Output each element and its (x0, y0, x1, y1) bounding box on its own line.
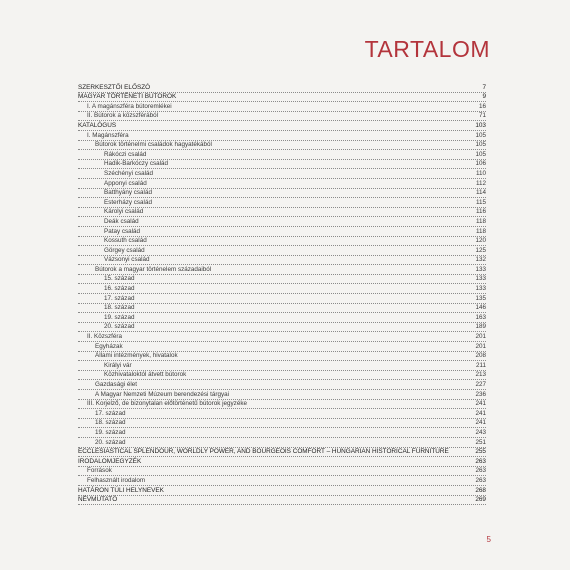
toc-entry (78, 112, 486, 122)
toc-entry-label: Királyi vár (104, 361, 132, 369)
toc-entry-page: 208 (475, 352, 486, 360)
toc-entry-page: 116 (475, 208, 486, 216)
toc-entry-page: 201 (475, 333, 486, 341)
toc-entry-page: 105 (475, 150, 486, 158)
toc-entry-page: 106 (475, 160, 486, 168)
toc-entry-page: 251 (475, 438, 486, 446)
toc-entry-page: 213 (475, 371, 486, 379)
toc-entry-label: II. Bútorok a közszférából (87, 112, 159, 120)
toc-entry-label: 17. század (104, 294, 135, 302)
toc-entry (78, 83, 486, 93)
toc-entry-page: 263 (475, 457, 486, 465)
toc-entry-page: 269 (475, 496, 486, 504)
toc-entry-label: 20. század (104, 323, 135, 331)
toc-entry-label: 19. század (95, 428, 126, 436)
toc-entry-label: SZERKESZTŐI ELŐSZÓ (78, 83, 151, 91)
toc-entry-label: Görgey család (104, 246, 145, 254)
toc-entry-label: 19. század (104, 313, 135, 321)
toc-entry (78, 121, 486, 131)
toc-entry-label: III. Korjelző, de bizonytalan előtörténetű bútorok jegyzéke (87, 400, 247, 408)
toc-entry-page: 133 (475, 285, 486, 293)
toc-entry-label: IRODALOMJEGYZÉK (78, 457, 142, 465)
toc-entry-page: 227 (475, 381, 486, 388)
toc-entry-label: II. Közszféra (87, 333, 122, 341)
toc-entry-label: NÉVMUTATÓ (78, 496, 118, 504)
toc-entry-label: 17. század (95, 409, 126, 417)
toc-entry (78, 256, 486, 266)
toc-entry-page: 146 (475, 304, 486, 312)
toc-entry-page: 132 (475, 256, 486, 264)
toc-entry (78, 131, 486, 141)
toc-entry-page: 241 (475, 419, 486, 427)
toc-entry-page: 263 (475, 467, 486, 475)
toc-entry (78, 227, 486, 237)
toc-entry-label: Kossuth család (104, 237, 147, 245)
toc-entry (78, 352, 486, 362)
toc-entry-label: ECCLESIASTICAL SPLENDOUR, WORLDLY POWER, AND BOURGEOIS COMFORT – HUNGARIAN HISTORICAL FURNITURE (78, 448, 449, 456)
toc-entry (78, 169, 486, 179)
toc-entry-label: MAGYAR TÖRTÉNETI BÚTOROK (78, 93, 177, 101)
page-number: 5 (486, 535, 491, 544)
toc-entry-page: 255 (475, 448, 486, 456)
toc-entry (78, 409, 486, 419)
toc-entry (78, 361, 486, 371)
toc-entry-label: 20. század (95, 438, 126, 446)
toc-entry-label: Közhivataloktól átvett bútorok (104, 371, 187, 379)
toc-entry-page: 241 (475, 400, 486, 408)
toc-entry-label: Hadik-Barkóczy család (104, 160, 169, 168)
toc-entry-label: 18. század (95, 419, 126, 427)
toc-entry (78, 217, 486, 227)
toc-entry-page: 71 (478, 112, 486, 120)
table-of-contents (78, 83, 486, 505)
toc-entry-page: 211 (475, 361, 486, 369)
toc-entry-label: Állami intézmények, hivatalok (95, 352, 178, 360)
toc-entry-label: 18. század (104, 304, 135, 312)
toc-entry-label: Bútorok történelmi családok hagyatékából (95, 141, 212, 149)
toc-entry-label: Széchényi család (104, 169, 154, 177)
toc-entry-label: Egyházak (95, 342, 123, 350)
toc-entry-page: 133 (475, 275, 486, 283)
toc-entry (78, 323, 486, 333)
toc-entry (78, 294, 486, 304)
toc-entry-page: 118 (475, 227, 486, 235)
toc-entry (78, 419, 486, 429)
toc-entry-label: Bútorok a magyar történelem századaiból (95, 265, 212, 273)
toc-entry (78, 304, 486, 314)
toc-entry-label: 15. század (104, 275, 135, 283)
toc-entry-page: 263 (475, 476, 486, 484)
toc-entry-page: 243 (475, 428, 486, 436)
toc-entry (78, 448, 486, 458)
toc-entry-page: 120 (475, 237, 486, 245)
toc-entry-page: 241 (475, 409, 486, 417)
toc-entry-page: 135 (475, 294, 486, 302)
toc-entry (78, 284, 486, 294)
page-title: TARTALOM (364, 36, 490, 62)
toc-entry-page: 268 (475, 486, 486, 494)
toc-entry-page: 189 (475, 323, 486, 331)
toc-entry (78, 198, 486, 208)
toc-entry (78, 342, 486, 352)
toc-entry (78, 102, 486, 112)
toc-entry-label: HATÁRON TÚLI HELYNEVEK (78, 486, 164, 494)
toc-entry-page: 133 (475, 265, 486, 273)
toc-entry-page: 105 (475, 141, 486, 149)
toc-entry-label: Rákóczi család (104, 150, 147, 158)
toc-entry-page: 118 (475, 217, 486, 225)
toc-entry (78, 160, 486, 170)
toc-entry (78, 428, 486, 438)
toc-entry (78, 189, 486, 199)
toc-entry-page: 115 (475, 198, 486, 206)
toc-entry-page: 7 (482, 83, 486, 91)
toc-entry (78, 438, 486, 448)
toc-entry-label: Batthyány család (104, 189, 152, 197)
toc-entry-page: 112 (475, 179, 486, 187)
toc-entry (78, 265, 486, 275)
toc-entry (78, 141, 486, 151)
toc-entry-page: 125 (475, 246, 486, 254)
toc-entry-label: Felhasznált irodalom (87, 476, 146, 484)
toc-entry (78, 380, 486, 390)
toc-entry-page: 163 (475, 313, 486, 321)
toc-entry (78, 390, 486, 400)
toc-entry-label: A Magyar Nemzeti Múzeum berendezési tárgyai (95, 390, 230, 398)
toc-entry-label: KATALÓGUS (78, 121, 117, 129)
toc-entry-label: Patay család (104, 227, 141, 235)
toc-entry (78, 150, 486, 160)
toc-entry (78, 467, 486, 477)
toc-entry (78, 93, 486, 103)
toc-entry-page: 201 (475, 342, 486, 350)
toc-entry-page: 16 (478, 102, 486, 110)
toc-entry-label: Vázsonyi család (104, 256, 150, 264)
toc-entry (78, 371, 486, 381)
toc-entry (78, 476, 486, 486)
toc-entry-page: 103 (475, 121, 486, 129)
toc-entry (78, 496, 486, 506)
toc-entry-label: 16. század (104, 285, 135, 293)
toc-entry-label: I. A magánszféra bútoremlékei (87, 102, 172, 110)
toc-entry-page: 236 (475, 390, 486, 398)
toc-entry-label: I. Magánszféra (87, 131, 129, 139)
toc-entry-page: 114 (475, 189, 486, 197)
toc-entry-label: Gazdasági élet (95, 381, 138, 388)
toc-entry (78, 208, 486, 218)
toc-entry (78, 486, 486, 496)
toc-entry-label: Károlyi család (104, 208, 144, 216)
toc-entry (78, 313, 486, 323)
toc-entry (78, 246, 486, 256)
toc-entry-label: Esterházy család (104, 198, 152, 206)
toc-entry (78, 457, 486, 467)
toc-entry (78, 332, 486, 342)
toc-entry-label: Deák család (104, 217, 139, 225)
toc-entry-label: Apponyi család (104, 179, 147, 187)
toc-entry-page: 105 (475, 131, 486, 139)
toc-entry-page: 110 (475, 169, 486, 177)
toc-entry (78, 237, 486, 247)
toc-entry (78, 179, 486, 189)
toc-entry (78, 275, 486, 285)
toc-entry (78, 400, 486, 410)
toc-entry-label: Források (87, 467, 112, 475)
toc-entry-page: 9 (482, 93, 486, 101)
